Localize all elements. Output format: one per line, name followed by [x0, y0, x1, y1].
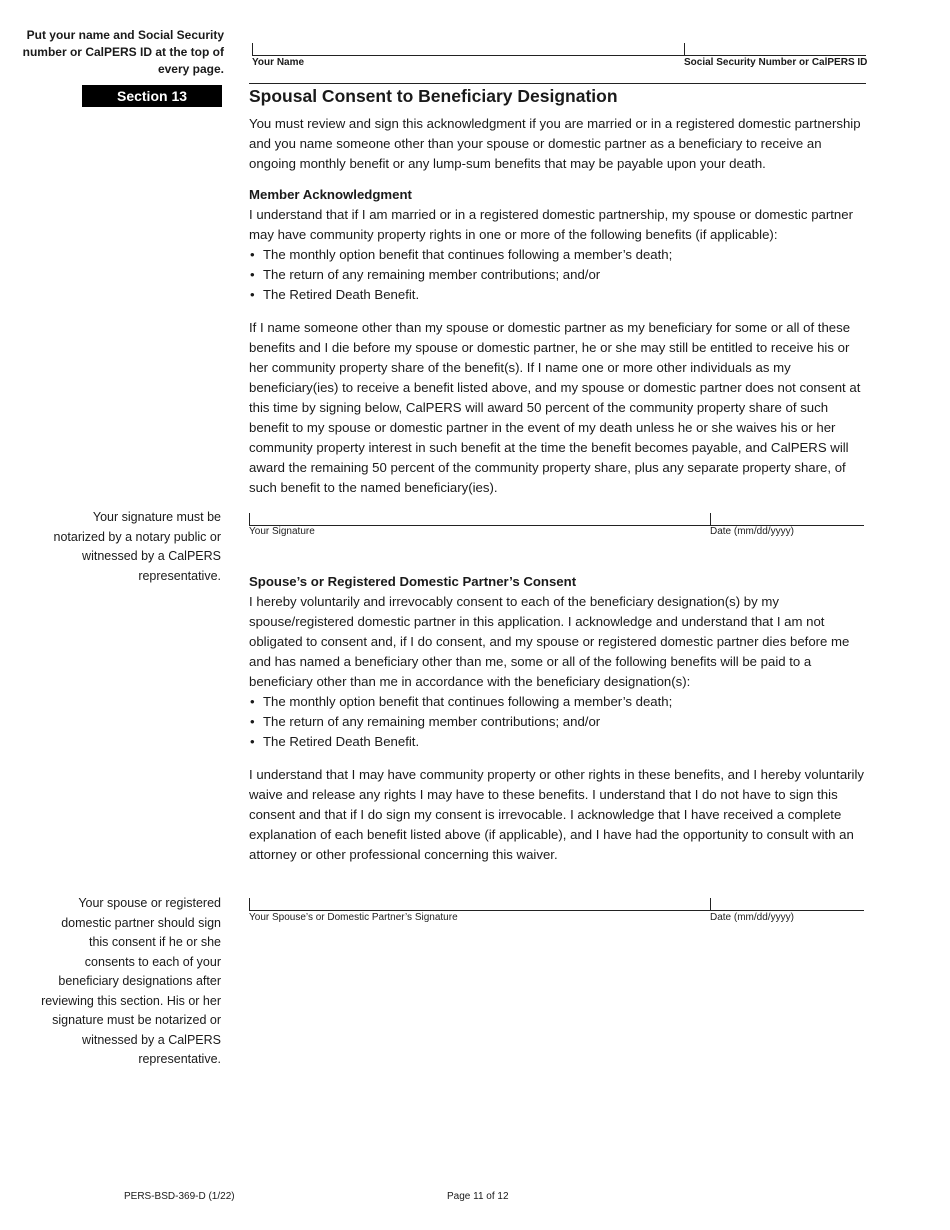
- list-item: • The return of any remaining member contributions; and/or: [249, 712, 869, 732]
- spouse-signature-label: Your Spouse’s or Domestic Partner’s Signature: [249, 912, 458, 923]
- spouse-text: I hereby voluntarily and irrevocably consent to each of the beneficiary designation(s) by my spouse/registered domestic partner in this application. I acknowledge and understand that I am not obligated to consent and, if I do consent, and my spouse or registered domestic partner dies before me and has named a beneficiary other than me, some or all of the following benefits will be paid to a beneficiary other than me in accordance with the beneficiary designation(s):: [249, 594, 850, 689]
- section-title: Spousal Consent to Beneficiary Designation: [249, 86, 618, 106]
- member-bullet-list: [249, 245, 869, 305]
- intro-text: You must review and sign this acknowledgment if you are married or in a registered domestic partnership and you name someone other than your spouse or domestic partner as a beneficiary to receive an ongoing monthly benefit or any lump-sum benefits that may be payable upon your death.: [249, 116, 861, 171]
- spouse-consent: [249, 572, 869, 752]
- spouse-heading: Spouse’s or Registered Domestic Partner’s Consent: [249, 574, 577, 589]
- section-rule: [249, 83, 866, 84]
- member-heading: Member Acknowledgment: [249, 187, 412, 202]
- list-item: • The return of any remaining member contributions; and/or: [249, 265, 869, 285]
- member-signature-note: Your signature must be notarized by a notary public or witnessed by a CalPERS representative.: [53, 510, 221, 583]
- member-signature-field[interactable]: [249, 524, 710, 526]
- member-text: I understand that if I am married or in a registered domestic partnership, my spouse or domestic partner may have community property rights in one or more of the following benefits (if applicable):: [249, 207, 853, 242]
- list-item: • The Retired Death Benefit.: [249, 732, 869, 752]
- list-item: • The Retired Death Benefit.: [249, 285, 869, 305]
- header-instruction: Put your name and Social Security number or CalPERS ID at the top of every page.: [22, 28, 224, 76]
- form-id: PERS-BSD-369-D (1/22): [124, 1191, 235, 1202]
- spouse-date-field[interactable]: [710, 909, 864, 911]
- name-field-label: Your Name: [252, 57, 305, 68]
- ssn-field-label: Social Security Number or CalPERS ID: [684, 57, 868, 68]
- list-item: • The monthly option benefit that continues following a member’s death;: [249, 245, 869, 265]
- spouse-paragraph: I understand that I may have community property or other rights in these benefits, and I hereby voluntarily waive and release any rights I may have to these benefits. I understand that I do not have to sign this consent and that if I do sign my consent is irrevocable. I acknowledge that I have received a complete explanation of each benefit listed above (if applicable), and I have had the opportunity to consult with an attorney or other professional concerning this waiver.: [249, 767, 865, 862]
- section-badge: Section 13: [82, 85, 222, 107]
- spouse-signature-field[interactable]: [249, 909, 710, 911]
- name-field[interactable]: [252, 54, 684, 56]
- member-paragraph-block: [249, 318, 869, 498]
- member-acknowledgment: [249, 185, 869, 305]
- ssn-field[interactable]: [684, 54, 866, 56]
- spouse-date-label: Date (mm/dd/yyyy): [710, 912, 794, 923]
- page-number: Page 11 of 12: [447, 1191, 509, 1202]
- list-item: • The monthly option benefit that continues following a member’s death;: [249, 692, 869, 712]
- section-intro: [249, 114, 869, 174]
- spouse-bullet-list: [249, 692, 869, 752]
- member-paragraph: If I name someone other than my spouse or domestic partner as my beneficiary for some or all of these benefits and I die before my spouse or domestic partner, he or she may still be entitled to receive his or her community property share of the benefit(s). If I name one or more other individuals as my beneficiary(ies) to receive a benefit listed above, and my spouse or domestic partner does not consent at this time by signing below, CalPERS will award 50 percent of the community property share of such benefit to my spouse or domestic partner in the event of my death unless he or she waives his or her community property interest in such benefit at the time the benefit becomes payable, and CalPERS will award the remaining 50 percent of the community property share, plus any separate property share, of such benefit to the named beneficiary(ies).: [249, 320, 861, 495]
- member-signature-label: Your Signature: [249, 526, 315, 537]
- spouse-signature-note: Your spouse or registered domestic partner should sign this consent if he or she consents to each of your beneficiary designations after reviewing this section. His or her signature must be notarized or witnessed by a CalPERS representative.: [41, 896, 221, 1066]
- spouse-paragraph-block: [249, 765, 869, 865]
- member-date-label: Date (mm/dd/yyyy): [710, 526, 794, 537]
